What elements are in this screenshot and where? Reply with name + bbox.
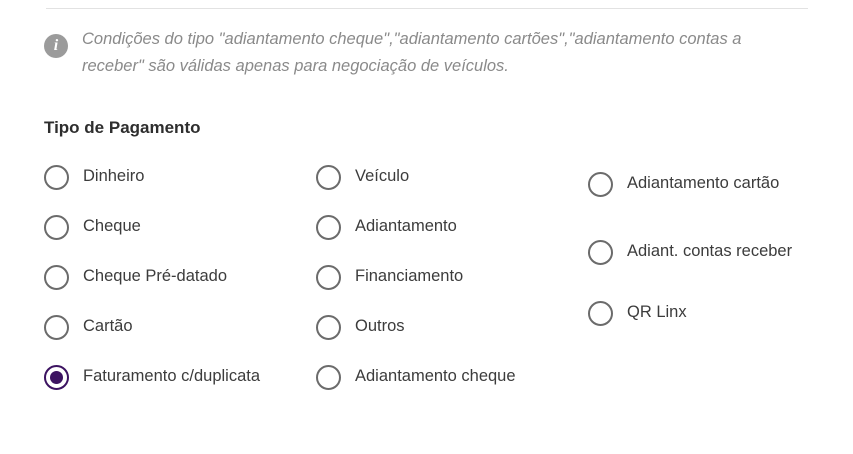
- radio-icon[interactable]: [316, 265, 341, 290]
- radio-icon[interactable]: [588, 172, 613, 197]
- radio-icon[interactable]: [316, 215, 341, 240]
- radio-option-outros[interactable]: [316, 302, 588, 352]
- radio-icon[interactable]: [44, 165, 69, 190]
- radio-icon[interactable]: [44, 365, 69, 390]
- radio-icon[interactable]: [316, 165, 341, 190]
- top-divider: [46, 8, 808, 9]
- info-icon: i: [44, 34, 68, 58]
- radio-option-qr-linx[interactable]: [588, 288, 824, 338]
- radio-option-label: Adiantamento cartão: [627, 174, 780, 193]
- radio-icon[interactable]: [44, 265, 69, 290]
- radio-icon[interactable]: [44, 215, 69, 240]
- radio-option-label: QR Linx: [627, 303, 687, 322]
- radio-icon[interactable]: [316, 365, 341, 390]
- radio-option-adiant-contas-receber[interactable]: [588, 216, 824, 288]
- radio-option-label: Financiamento: [355, 267, 464, 286]
- radio-option-label: Faturamento c/duplicata: [83, 367, 261, 386]
- radio-option-adiantamento[interactable]: [316, 202, 588, 252]
- radio-icon[interactable]: [44, 315, 69, 340]
- radio-option-financiamento[interactable]: [316, 252, 588, 302]
- radio-option-label: Cheque: [83, 217, 141, 236]
- payment-options-column-1: [44, 152, 316, 402]
- radio-option-dinheiro[interactable]: [44, 152, 316, 202]
- radio-option-adiantamento-cartao[interactable]: [588, 152, 824, 216]
- radio-option-label: Dinheiro: [83, 167, 145, 186]
- radio-option-label: Adiantamento cheque: [355, 367, 516, 386]
- radio-option-cheque-pre-datado[interactable]: [44, 252, 316, 302]
- notice-text: Condições do tipo "adiantamento cheque","adiantamento cartões","adiantamento contas a receber" são válidas apenas para negociação de veículos.: [82, 30, 742, 75]
- radio-option-label: Cheque Pré-datado: [83, 267, 228, 286]
- radio-option-label: Outros: [355, 317, 405, 336]
- payment-options-column-2: [316, 152, 588, 402]
- radio-option-faturamento-duplicata[interactable]: [44, 352, 316, 402]
- radio-icon[interactable]: [588, 240, 613, 265]
- radio-icon[interactable]: [316, 315, 341, 340]
- payment-options-column-3: [588, 152, 824, 402]
- radio-option-adiantamento-cheque[interactable]: [316, 352, 588, 402]
- radio-option-label: Adiantamento: [355, 217, 457, 236]
- radio-option-veiculo[interactable]: [316, 152, 588, 202]
- notice-banner: [44, 26, 804, 79]
- radio-icon[interactable]: [588, 301, 613, 326]
- radio-option-label: Veículo: [355, 167, 410, 186]
- payment-options-group: [44, 152, 824, 402]
- radio-option-label: Adiant. contas receber: [627, 242, 793, 261]
- page-title: Tipo de Pagamento: [44, 118, 201, 137]
- radio-option-cheque[interactable]: [44, 202, 316, 252]
- radio-option-cartao[interactable]: [44, 302, 316, 352]
- radio-option-label: Cartão: [83, 317, 133, 336]
